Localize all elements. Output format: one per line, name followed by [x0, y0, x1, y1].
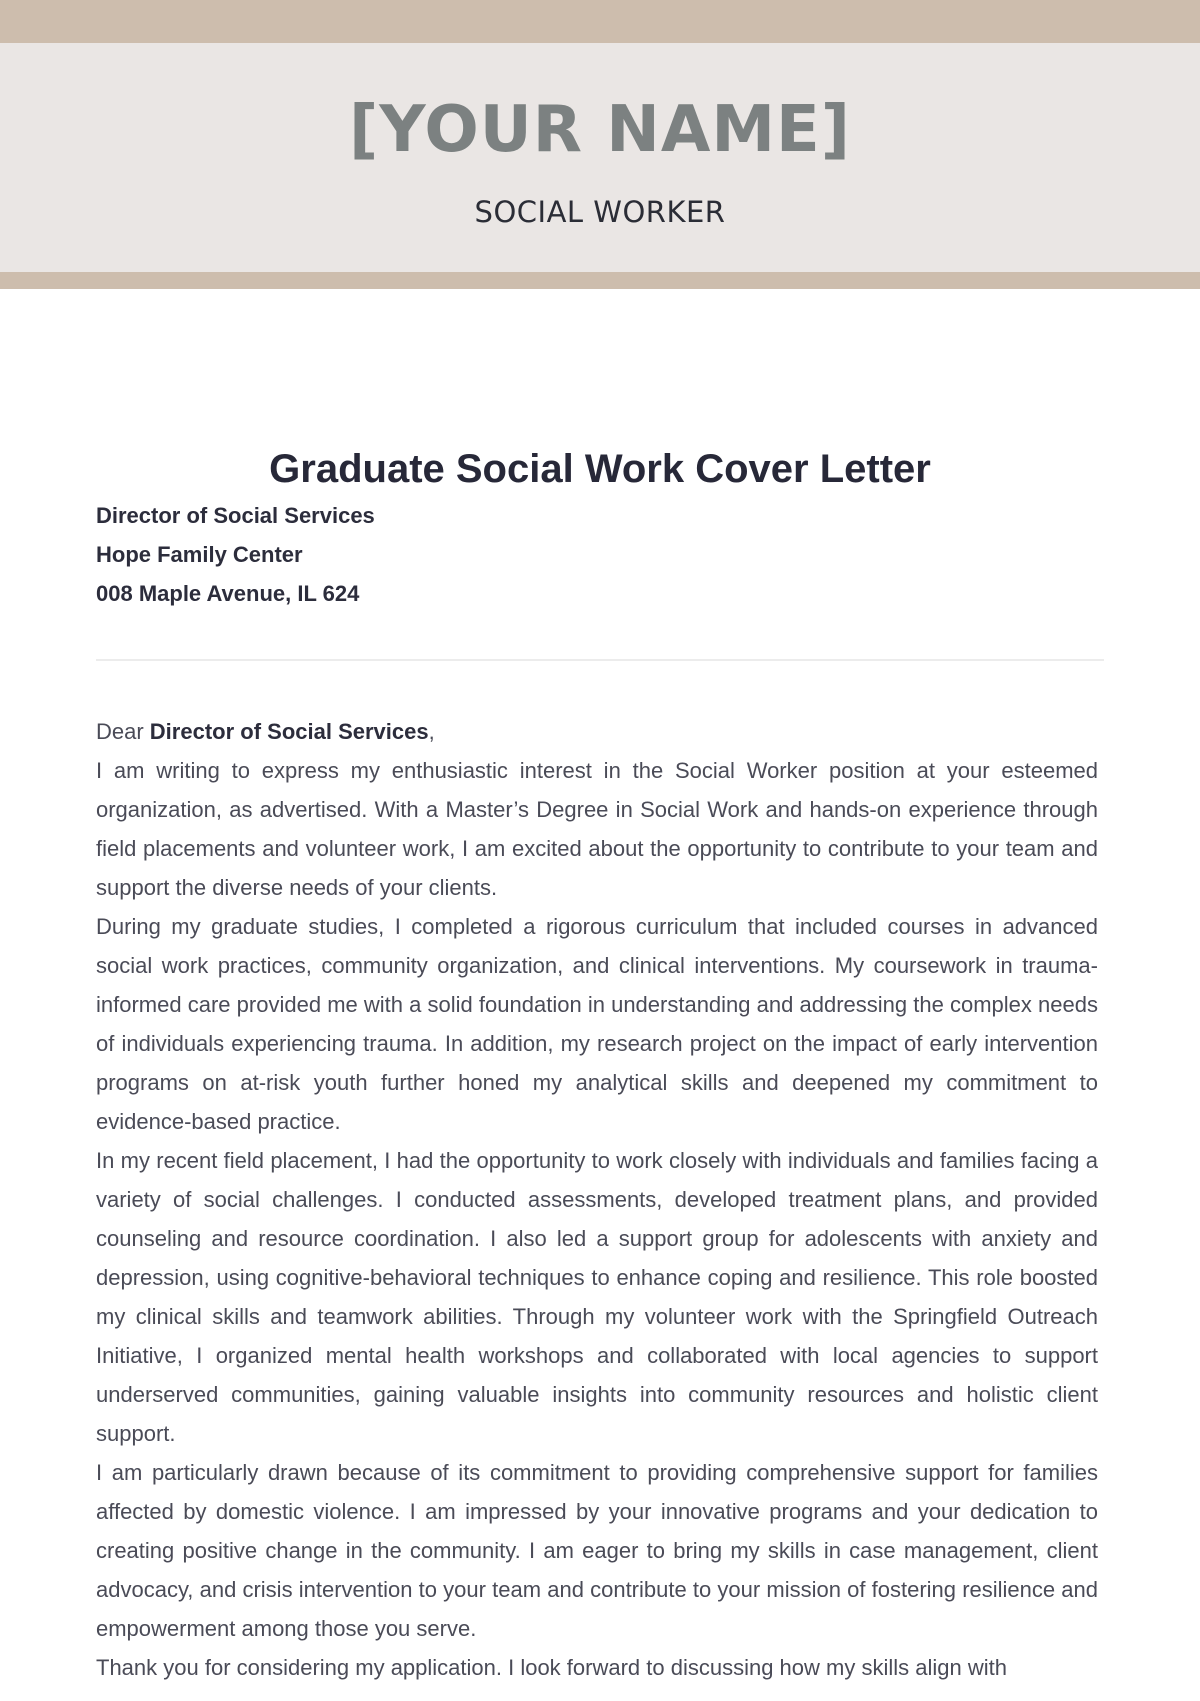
letter-title: Graduate Social Work Cover Letter: [269, 447, 931, 491]
salutation-suffix: ,: [428, 719, 435, 744]
body-paragraph-experience: In my recent field placement, I had the opportunity to work closely with individuals and families facing a variety of social challenges. I conducted assessments, developed treatment plans, and provided counseling and resource coordination. I also led a support group for adolescents with anxiety and depression, using cognitive-behavioral techniques to enhance coping and resilience. This role boosted my clinical skills and teamwork abilities. Through my volunteer work with the Springfield Outreach Initiative, I organized mental health workshops and collaborated with local agencies to support underserved communities, gaining valuable insights into community resources and holistic client support.: [96, 1148, 1098, 1446]
recipient-title: Director of Social Services: [96, 503, 375, 528]
recipient-organization: Hope Family Center: [96, 542, 303, 567]
applicant-role: SOCIAL WORKER: [474, 195, 726, 229]
applicant-name: [YOUR NAME]: [349, 93, 851, 167]
salutation-prefix: Dear: [96, 719, 150, 744]
header-bottom-band: [0, 272, 1200, 289]
body-paragraph-motivation: I am particularly drawn because of its commitment to providing comprehensive support for families affected by domestic violence. I am impressed by your innovative programs and your dedication to creating positive change in the community. I am eager to bring my skills in case management, client advocacy, and crisis intervention to your team and contribute to your mission of fostering resilience and empowerment among those you serve.: [96, 1460, 1098, 1641]
recipient-block: [96, 496, 896, 613]
body-paragraph-intro: I am writing to express my enthusiastic interest in the Social Worker position at your esteemed organization, as advertised. With a Master’s Degree in Social Work and hands-on experience through field placements and volunteer work, I am excited about the opportunity to contribute to your team and support the diverse needs of your clients.: [96, 758, 1098, 900]
body-paragraph-education: During my graduate studies, I completed a rigorous curriculum that included courses in advanced social work practices, community organization, and clinical interventions. My coursework in trauma-informed care provided me with a solid foundation in understanding and addressing the complex needs of individuals experiencing trauma. In addition, my research project on the impact of early intervention programs on at-risk youth further honed my analytical skills and deepened my commitment to evidence-based practice.: [96, 914, 1098, 1134]
section-divider: [96, 659, 1104, 661]
letter-body: [96, 712, 1098, 1687]
body-paragraph-closing: Thank you for considering my application. I look forward to discussing how my skills align with: [96, 1655, 1007, 1680]
header-top-band: [0, 0, 1200, 43]
recipient-address: 008 Maple Avenue, IL 624: [96, 581, 360, 606]
salutation: [96, 712, 1098, 751]
salutation-name: Director of Social Services: [149, 719, 429, 744]
